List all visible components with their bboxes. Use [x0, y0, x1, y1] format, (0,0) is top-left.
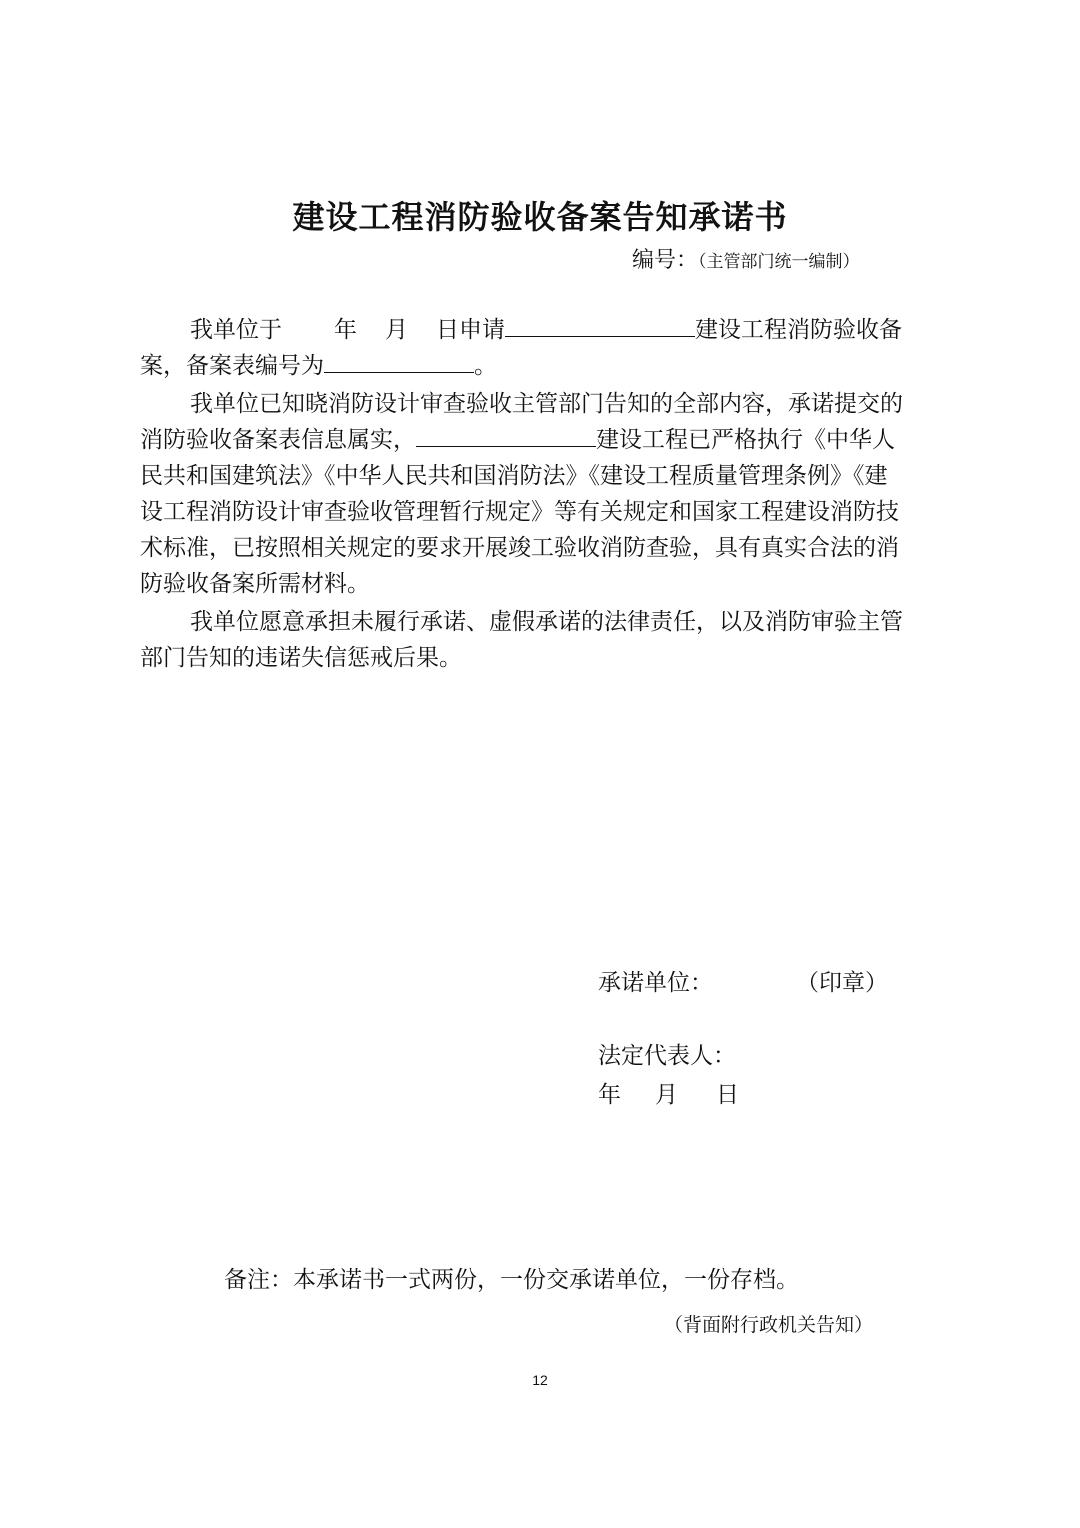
text-segment: 。 — [474, 353, 497, 379]
page-number: 12 — [532, 1372, 548, 1388]
seal-placeholder: （印章） — [796, 970, 888, 996]
paragraph-3-line-1: 我单位愿意承担未履行承诺、虚假承诺的法律责任，以及消防审验主管 — [190, 609, 903, 635]
paragraph-1-line-1 — [190, 312, 902, 348]
paragraph-2-line-4: 设工程消防设计审查验收管理暂行规定》等有关规定和国家工程建设消防技 — [140, 499, 899, 525]
back-note: （背面附行政机关告知） — [664, 1314, 874, 1336]
paragraph-3-line-2: 部门告知的违诺失信惩戒后果。 — [140, 645, 462, 671]
legal-representative-label: 法定代表人： — [598, 1043, 736, 1069]
paragraph-2-line-6: 防验收备案所需材料。 — [140, 571, 370, 597]
date-year-label: 年 — [598, 1082, 621, 1108]
text-segment: 消防验收备案表信息属实， — [140, 427, 416, 453]
paragraph-2-line-5: 术标准，已按照相关规定的要求开展竣工验收消防查验，具有真实合法的消 — [140, 535, 899, 561]
date-day-label: 日 — [716, 1082, 739, 1108]
record-number-blank[interactable] — [324, 354, 474, 373]
project-name-blank-2[interactable] — [416, 428, 596, 447]
text-segment: 建设工程消防验收备 — [695, 317, 902, 343]
project-name-blank[interactable] — [505, 318, 695, 337]
serial-number — [632, 243, 860, 274]
text-segment: 案，备案表编号为 — [140, 353, 324, 379]
commitment-unit-label: 承诺单位： — [598, 970, 713, 996]
date-month-label: 月 — [385, 317, 408, 343]
serial-label: 编号： — [632, 248, 699, 273]
remark-text: 备注：本承诺书一式两份，一份交承诺单位，一份存档。 — [224, 1267, 799, 1293]
date-month-label: 月 — [655, 1082, 678, 1108]
document-title: 建设工程消防验收备案告知承诺书 — [292, 198, 788, 236]
date-year-label: 年 — [334, 317, 357, 343]
paragraph-1-line-2 — [140, 348, 497, 384]
text-segment: 我单位于 — [190, 317, 282, 343]
paragraph-2-line-3: 民共和国建筑法》《中华人民共和国消防法》《建设工程质量管理条例》《建 — [140, 463, 888, 489]
paragraph-2-line-2 — [140, 422, 895, 458]
serial-note: （主管部门统一编制） — [698, 252, 860, 272]
text-segment: 建设工程已严格执行《中华人 — [596, 427, 895, 453]
signature-date — [598, 1076, 739, 1109]
paragraph-2-line-1: 我单位已知晓消防设计审查验收主管部门告知的全部内容，承诺提交的 — [190, 391, 903, 417]
text-segment: 日申请 — [436, 317, 505, 343]
